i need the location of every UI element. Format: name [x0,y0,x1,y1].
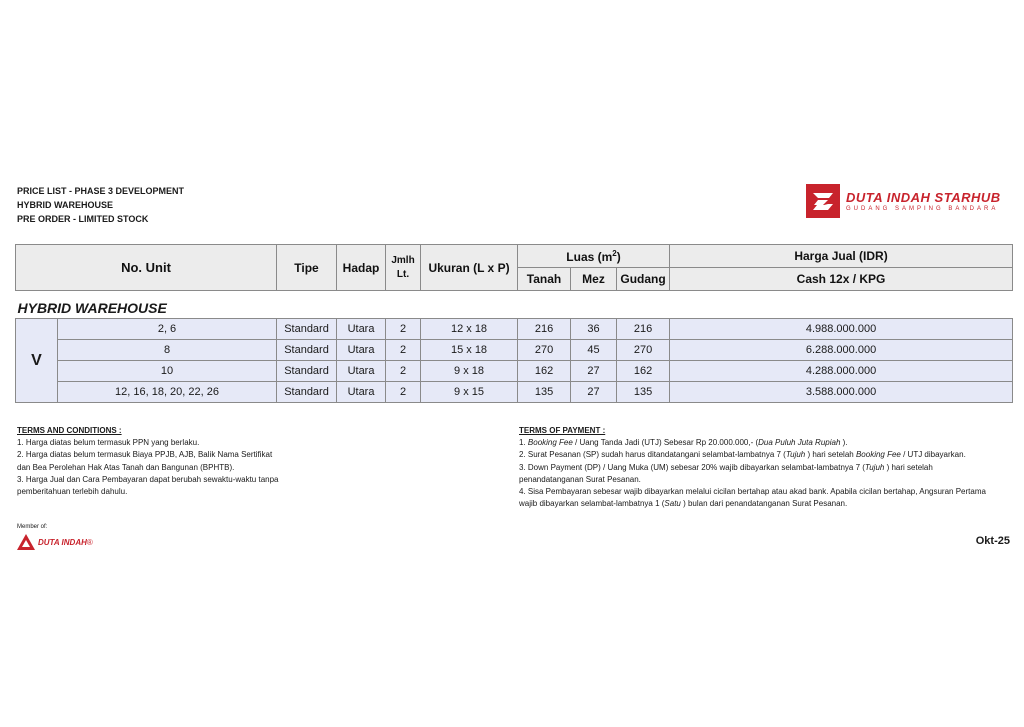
text-italic: Satu [664,499,681,509]
cell-gudang: 270 [617,340,670,361]
cell-gudang: 162 [617,361,670,382]
col-header-ukuran: Ukuran (L x P) [421,245,518,291]
cell-gudang: 216 [617,319,670,340]
text: 2. Surat Pesanan (SP) sudah harus ditandatangani selambat-lambatnya 7 ( [519,450,786,460]
col-header-gudang: Gudang [617,268,670,291]
cell-ukuran: 9 x 15 [421,382,518,403]
cell-mez: 27 [571,382,617,403]
text-italic: Tujuh [864,462,885,472]
document-date: Okt-25 [975,535,1010,547]
terms-line: 2. Harga diatas belum termasuk Biaya PPJB, AJB, Balik Nama Sertifikat [17,450,273,460]
table-header-row [16,245,1013,268]
cell-hadap: Utara [337,361,386,382]
cell-harga: 4.288.000.000 [670,361,1013,382]
col-header-jmlh [386,245,421,291]
col-header-harga: Harga Jual (IDR) [670,245,1013,268]
header-line-3: PRE ORDER - LIMITED STOCK [17,214,149,224]
cell-tanah: 270 [518,340,571,361]
text-italic: Booking Fee [855,450,901,460]
table-row [16,382,1013,403]
text: ) hari setelah [884,462,933,472]
col-header-jmlh-line1: Jmlh [391,254,415,266]
col-header-cash: Cash 12x / KPG [670,268,1013,291]
cell-tanah: 135 [518,382,571,403]
col-header-jmlh-line2: Lt. [396,268,410,280]
terms-line: dan Bea Perolehan Hak Atas Tanah dan Bangunan (BPHTB). [17,462,235,472]
text: ) hari setelah [805,450,856,460]
payment-line [519,449,1011,461]
text: wajib dibayarkan selambat-lambatnya 1 ( [519,499,665,509]
table-row [16,319,1013,340]
cell-tipe: Standard [277,382,337,403]
text: 1. [519,438,528,448]
cell-hadap: Utara [337,382,386,403]
section-row [16,291,1013,319]
payment-line: 4. Sisa Pembayaran sebesar wajib dibayarkan melalui cicilan bertahap atau akad bank. Apabila cicilan bertahap, Angsuran Pertama [519,487,986,497]
member-name: DUTA INDAH [38,537,87,547]
col-header-mez: Mez [571,268,617,291]
cell-tipe: Standard [277,340,337,361]
cell-jmlh: 2 [386,382,421,403]
header-line-2: HYBRID WAREHOUSE [17,200,114,210]
cell-jmlh: 2 [386,361,421,382]
luas-superscript: 2 [612,248,617,258]
logo-mark-icon [806,184,840,218]
text-italic: Booking Fee [527,438,573,448]
cell-unit: 10 [58,361,277,382]
price-table [15,244,1013,403]
table-row [16,340,1013,361]
cell-ukuran: 9 x 18 [421,361,518,382]
cell-tanah: 216 [518,319,571,340]
cell-harga: 6.288.000.000 [670,340,1013,361]
table-row [16,361,1013,382]
terms-line: pemberitahuan terlebih dahulu. [17,487,128,497]
cell-tanah: 162 [518,361,571,382]
document-header [17,184,184,226]
cell-mez: 27 [571,361,617,382]
cell-mez: 36 [571,319,617,340]
col-header-tanah: Tanah [518,268,571,291]
cell-hadap: Utara [337,340,386,361]
member-logo [17,534,93,550]
member-logo-icon [17,534,35,550]
cell-ukuran: 12 x 18 [421,319,518,340]
cell-harga: 3.588.000.000 [670,382,1013,403]
terms-conditions-title: TERMS AND CONDITIONS : [17,426,122,435]
payment-line [519,437,1011,449]
cell-tipe: Standard [277,361,337,382]
member-label: Member of: [17,524,48,530]
cell-hadap: Utara [337,319,386,340]
section-title: HYBRID WAREHOUSE [17,299,167,316]
cell-unit: 2, 6 [58,319,277,340]
logo-name: DUTA INDAH STARHUB [846,190,1001,205]
cell-harga: 4.988.000.000 [670,319,1013,340]
cell-jmlh: 2 [386,319,421,340]
cell-jmlh: 2 [386,340,421,361]
text-italic: Dua Puluh Juta Rupiah [758,438,841,448]
payment-line [519,462,1011,474]
cell-mez: 45 [571,340,617,361]
text: / Uang Tanda Jadi (UTJ) Sebesar Rp 20.000.000,- ( [572,438,759,448]
cell-ukuran: 15 x 18 [421,340,518,361]
terms-conditions [17,425,317,498]
luas-suffix: ) [616,249,621,264]
payment-line [519,498,1011,510]
cell-tipe: Standard [277,319,337,340]
terms-line: 3. Harga Jual dan Cara Pembayaran dapat berubah sewaktu-waktu tanpa [17,474,279,484]
text: / UTJ dibayarkan. [900,450,966,460]
col-header-hadap: Hadap [337,245,386,291]
col-header-unit: No. Unit [16,245,277,291]
text-italic: Tujuh [785,450,806,460]
member-reg: ® [86,537,93,547]
terms-line: 1. Harga diatas belum termasuk PPN yang berlaku. [17,438,200,448]
text: ). [840,438,848,448]
payment-line: penandatanganan Surat Pesanan. [519,474,641,484]
col-header-tipe: Tipe [277,245,337,291]
brand-logo [806,184,1001,218]
terms-payment [519,425,1011,510]
logo-tagline: GUDANG SAMPING BANDARA [846,206,999,212]
group-label: V [16,319,58,403]
cell-gudang: 135 [617,382,670,403]
text: 3. Down Payment (DP) / Uang Muka (UM) sebesar 20% wajib dibayarkan selambat-lambatnya 7 ( [519,462,865,472]
col-header-luas [518,245,670,268]
luas-prefix: Luas (m [566,249,613,264]
cell-unit: 8 [58,340,277,361]
text: ) bulan dari penandatanganan Surat Pesanan. [680,499,848,509]
terms-payment-title: TERMS OF PAYMENT : [519,426,606,435]
cell-unit: 12, 16, 18, 20, 22, 26 [58,382,277,403]
header-line-1: PRICE LIST - PHASE 3 DEVELOPMENT [17,186,185,196]
